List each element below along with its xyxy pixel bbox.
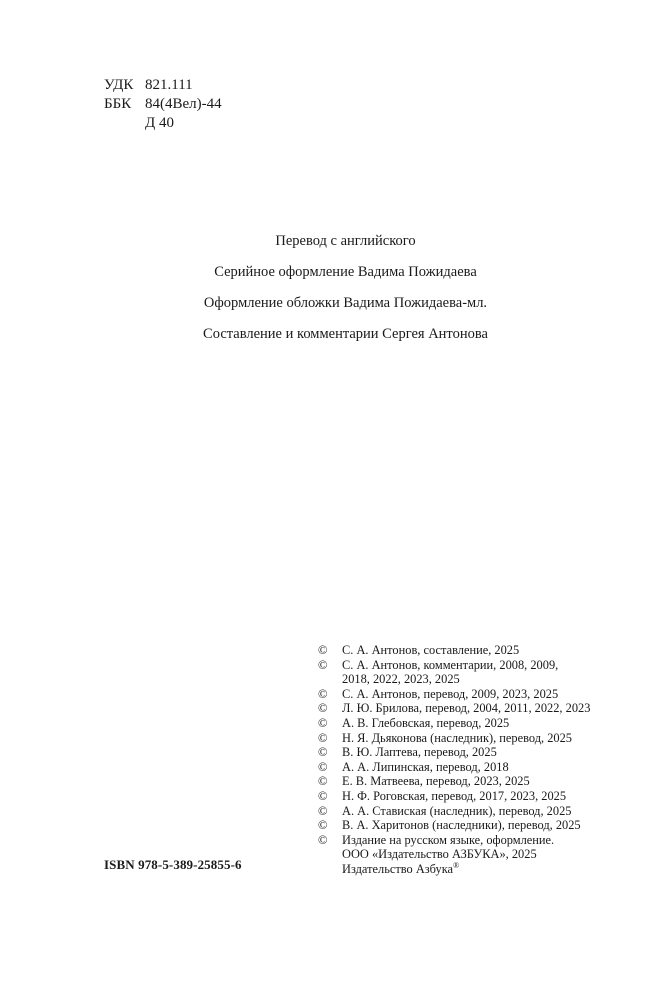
credit-series-design: Серийное оформление Вадима Пожидаева <box>214 264 477 280</box>
copyright-line <box>342 760 509 775</box>
copyright-line-text: ООО «Издательство АЗБУКА», 2025 <box>342 847 537 862</box>
copyright-entry <box>318 760 654 775</box>
udk-value: 821.111 <box>145 77 193 93</box>
copyright-list <box>318 643 654 877</box>
copyright-line-text: Н. Ф. Роговская, перевод, 2017, 2023, 2025 <box>342 788 567 803</box>
copyright-symbol: © <box>318 643 328 657</box>
copyright-text <box>342 687 558 702</box>
copyright-line-text: В. Ю. Лаптева, перевод, 2025 <box>342 745 497 760</box>
copyright-symbol: © <box>318 701 328 716</box>
copyright-line <box>342 672 558 687</box>
copyright-entry <box>318 658 654 687</box>
udk-row <box>104 76 222 95</box>
copyright-symbol: © <box>318 657 328 672</box>
copyright-text <box>342 760 509 775</box>
copyright-symbol: © <box>318 832 328 847</box>
copyright-text <box>342 658 558 687</box>
bbk-value: 84(4Вел)-44 <box>145 96 222 112</box>
bbk-row <box>104 95 222 114</box>
trademark-symbol: ® <box>453 860 460 870</box>
credit-translation: Перевод с английского <box>275 233 416 249</box>
copyright-entry <box>318 833 654 877</box>
copyright-text <box>342 701 590 716</box>
copyright-entry <box>318 774 654 789</box>
copyright-line <box>342 687 558 702</box>
copyright-line-text: А. А. Липинская, перевод, 2018 <box>342 759 509 774</box>
bbk-key: ББК <box>104 96 132 112</box>
copyright-line-text: Издательство Азбука <box>342 861 454 876</box>
copyright-entry <box>318 731 654 746</box>
copyright-symbol: © <box>318 774 328 789</box>
copyright-text <box>342 774 530 789</box>
copyright-line <box>342 818 581 833</box>
author-mark-row <box>104 114 222 133</box>
copyright-line-text: А. В. Глебовская, перевод, 2025 <box>342 715 510 730</box>
copyright-line <box>342 833 554 848</box>
copyright-line-text: Е. В. Матвеева, перевод, 2023, 2025 <box>342 774 530 789</box>
copyright-line <box>342 847 554 862</box>
copyright-entry <box>318 716 654 731</box>
copyright-text <box>342 745 497 760</box>
copyright-line-text: Издание на русском языке, оформление. <box>342 832 555 847</box>
copyright-line-text: В. А. Харитонов (наследники), перевод, 2025 <box>342 818 581 833</box>
copyright-text <box>342 716 509 731</box>
copyright-symbol: © <box>318 788 328 803</box>
copyright-line <box>342 862 554 877</box>
classification-block <box>104 76 222 133</box>
copyright-symbol: © <box>318 715 328 730</box>
copyright-text <box>342 818 581 833</box>
copyright-text <box>342 833 554 877</box>
copyright-symbol: © <box>318 730 328 745</box>
udk-key: УДК <box>104 77 134 93</box>
copyright-symbol: © <box>318 686 328 701</box>
credit-compilation: Составление и комментарии Сергея Антонова <box>203 326 488 342</box>
copyright-symbol: © <box>318 745 328 760</box>
copyright-entry <box>318 789 654 804</box>
copyright-line <box>342 745 497 760</box>
copyright-line-text: А. А. Ставиская (наследник), перевод, 2025 <box>342 803 572 818</box>
copyright-text <box>342 643 519 658</box>
copyright-entry <box>318 701 654 716</box>
copyright-line <box>342 789 566 804</box>
copyright-line <box>342 804 571 819</box>
copyright-line <box>342 774 530 789</box>
copyright-line <box>342 716 509 731</box>
copyright-entry <box>318 643 654 658</box>
copyright-line-text: Н. Я. Дьяконова (наследник), перевод, 2025 <box>342 730 572 745</box>
author-mark: Д 40 <box>145 115 174 131</box>
copyright-line <box>342 643 519 658</box>
copyright-line-text: С. А. Антонов, перевод, 2009, 2023, 2025 <box>342 686 559 701</box>
copyright-line <box>342 701 590 716</box>
copyright-line <box>342 731 572 746</box>
copyright-line-text: 2018, 2022, 2023, 2025 <box>342 672 460 687</box>
isbn: ISBN 978-5-389-25855-6 <box>104 857 242 872</box>
credit-cover-design: Оформление обложки Вадима Пожидаева-мл. <box>203 295 488 311</box>
copyright-entry <box>318 818 654 833</box>
copyright-text <box>342 731 572 746</box>
copyright-symbol: © <box>318 759 328 774</box>
credits-block <box>0 231 659 355</box>
copyright-entry <box>318 804 654 819</box>
copyright-line <box>342 658 558 673</box>
copyright-text <box>342 804 571 819</box>
copyright-line-text: С. А. Антонов, составление, 2025 <box>342 643 520 657</box>
copyright-symbol: © <box>318 818 328 833</box>
copyright-line-text: Л. Ю. Брилова, перевод, 2004, 2011, 2022, 2023 <box>342 701 591 716</box>
copyright-entry <box>318 745 654 760</box>
copyright-line-text: С. А. Антонов, комментарии, 2008, 2009, <box>342 657 559 672</box>
copyright-symbol: © <box>318 803 328 818</box>
copyright-text <box>342 789 566 804</box>
copyright-entry <box>318 687 654 702</box>
